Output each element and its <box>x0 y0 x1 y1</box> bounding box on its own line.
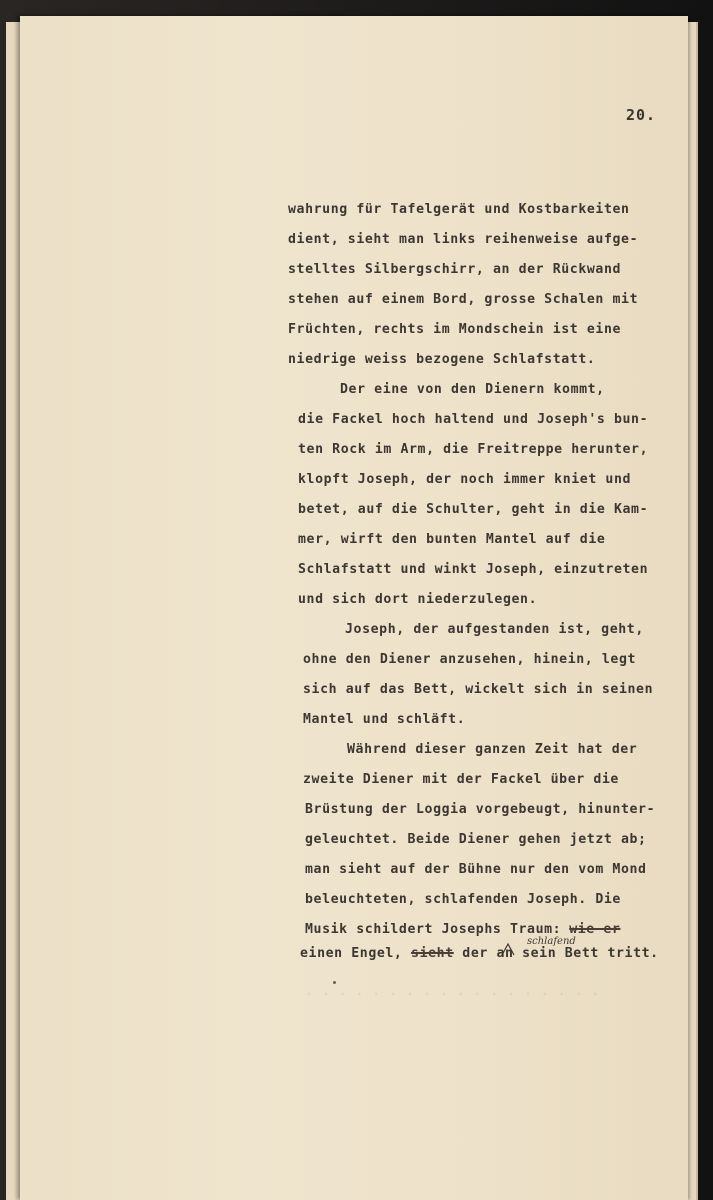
handwritten-insertion: schlafend <box>527 936 576 947</box>
ink-speck <box>333 981 336 984</box>
struck-words-wie-er: wie er <box>569 922 621 937</box>
insertion-mark-icon <box>501 942 515 956</box>
text-line-19: Während dieser ganzen Zeit hat der <box>347 742 638 757</box>
text-line-13: Schlafstatt und winkt Joseph, einzutreten <box>298 562 649 577</box>
text-line-25: Musik schildert Josephs Traum: wie er <box>305 922 621 937</box>
line-26-part1: einen Engel, <box>300 946 403 961</box>
text-line-3: stelltes Silbergschirr, an der Rückwand <box>288 262 622 277</box>
text-line-23: man sieht auf der Bühne nur den vom Mond <box>305 862 647 877</box>
text-line-2: dient, sieht man links reihenweise aufge- <box>288 232 639 247</box>
text-line-26 <box>300 946 659 961</box>
text-line-12: mer, wirft den bunten Mantel auf die <box>298 532 606 547</box>
text-line-24: beleuchteten, schlafenden Joseph. Die <box>305 892 621 907</box>
text-line-20: zweite Diener mit der Fackel über die <box>303 772 619 787</box>
text-line-21: Brüstung der Loggia vorgebeugt, hinunter- <box>305 802 656 817</box>
text-line-14: und sich dort niederzulegen. <box>298 592 538 607</box>
text-line-15: Joseph, der aufgestanden ist, geht, <box>345 622 644 637</box>
text-line-1: wahrung für Tafelgerät und Kostbarkeiten <box>288 202 630 217</box>
document-page <box>20 16 688 1200</box>
struck-word-sieht: sieht <box>411 946 454 961</box>
line-26-part3: an sein Bett tritt. <box>496 946 659 961</box>
text-line-6: niedrige weiss bezogene Schlafstatt. <box>288 352 596 367</box>
text-line-17: sich auf das Bett, wickelt sich in seinen <box>303 682 654 697</box>
line-26-part2: der <box>462 946 488 961</box>
text-line-9: ten Rock im Arm, die Freitreppe herunter, <box>298 442 649 457</box>
text-line-16: ohne den Diener anzusehen, hinein, legt <box>303 652 637 667</box>
text-line-5: Früchten, rechts im Mondschein ist eine <box>288 322 622 337</box>
text-line-4: stehen auf einem Bord, grosse Schalen mit <box>288 292 639 307</box>
page-number: 20. <box>626 106 657 124</box>
text-line-8: die Fackel hoch haltend und Joseph's bun- <box>298 412 649 427</box>
bleed-through-text: . . . . . . . . . . . . . . . . . . <box>305 984 600 999</box>
text-line-10: klopft Joseph, der noch immer kniet und <box>298 472 632 487</box>
text-line-11: betet, auf die Schulter, geht in die Kam- <box>298 502 649 517</box>
text-line-22: geleuchtet. Beide Diener gehen jetzt ab; <box>305 832 647 847</box>
text-line-18: Mantel und schläft. <box>303 712 466 727</box>
text-line-7: Der eine von den Dienern kommt, <box>340 382 605 397</box>
